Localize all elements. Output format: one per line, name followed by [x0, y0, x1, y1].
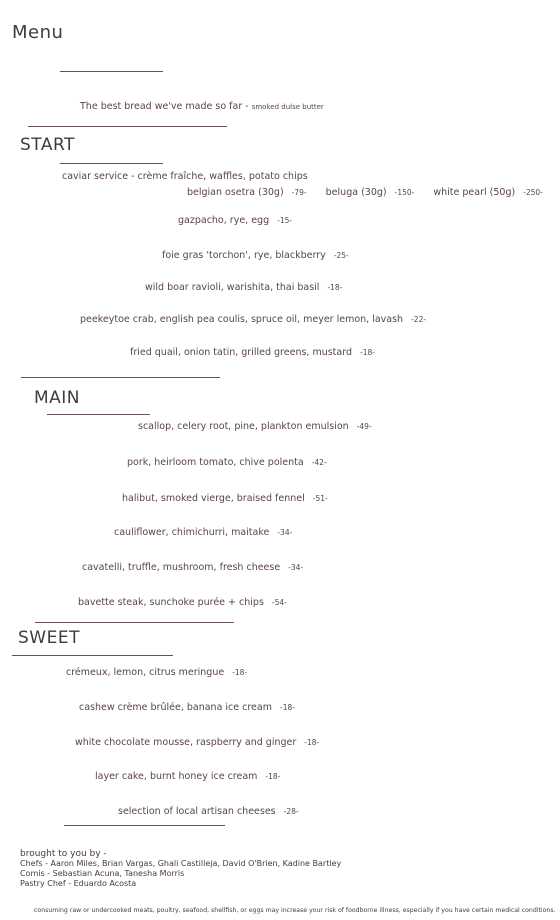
- menu-item: cashew crème brûlée, banana ice cream -18-: [79, 702, 295, 713]
- menu-item: foie gras 'torchon', rye, blackberry -25-: [162, 250, 349, 261]
- menu-item: wild boar ravioli, warishita, thai basil -18-: [145, 282, 343, 293]
- divider: [28, 126, 227, 127]
- menu-item: white chocolate mousse, raspberry and ginger -18-: [75, 737, 320, 748]
- divider: [35, 622, 234, 623]
- caviar-option: belgian osetra (30g) -79-: [187, 187, 307, 198]
- credits-chefs: Chefs - Aaron Miles, Brian Vargas, Ghali Castilleja, David O'Brien, Kadine Bartley: [20, 859, 342, 868]
- divider: [47, 414, 150, 415]
- menu-item: crémeux, lemon, citrus meringue -18-: [66, 667, 248, 678]
- credits: [20, 849, 341, 889]
- divider: [12, 655, 173, 656]
- menu-item: cauliflower, chimichurri, maitake -34-: [114, 527, 293, 538]
- page-title: Menu: [12, 22, 64, 43]
- bread-text: The best bread we've made so far -: [80, 101, 249, 112]
- section-sweet-heading: SWEET: [18, 628, 80, 648]
- bread-detail: smoked dulse butter: [251, 103, 324, 111]
- menu-item: pork, heirloom tomato, chive polenta -42-: [127, 457, 327, 468]
- credits-heading: brought to you by -: [20, 849, 107, 859]
- caviar-option: white pearl (50g) -250-: [433, 187, 543, 198]
- menu-item: halibut, smoked vierge, braised fennel -51-: [122, 493, 328, 504]
- menu-item: gazpacho, rye, egg -15-: [178, 215, 293, 226]
- menu-item: fried quail, onion tatin, grilled greens, mustard -18-: [130, 347, 375, 358]
- divider: [60, 163, 163, 164]
- menu-item: cavatelli, truffle, mushroom, fresh cheese -34-: [82, 562, 304, 573]
- divider: [21, 377, 220, 378]
- divider: [60, 71, 163, 72]
- menu-item: layer cake, burnt honey ice cream -18-: [95, 771, 281, 782]
- credits-pastry: Pastry Chef - Eduardo Acosta: [20, 879, 137, 888]
- divider: [64, 825, 225, 826]
- caviar-options: [187, 187, 543, 198]
- menu-item: scallop, celery root, pine, plankton emulsion -49-: [138, 421, 372, 432]
- menu-item: selection of local artisan cheeses -28-: [118, 806, 299, 817]
- bread-line: [80, 101, 324, 112]
- caviar-option: beluga (30g) -150-: [325, 187, 415, 198]
- section-start-heading: START: [20, 135, 75, 155]
- caviar-service: caviar service - crème fraîche, waffles, potato chips: [62, 171, 308, 182]
- menu-item: bavette steak, sunchoke purée + chips -54-: [78, 597, 287, 608]
- section-main-heading: MAIN: [34, 388, 81, 408]
- credits-comis: Comis - Sebastian Acuna, Tanesha Morris: [20, 869, 185, 878]
- disclaimer: consuming raw or undercooked meats, poultry, seafood, shellfish, or eggs may increase your risk of foodborne illness, especially if you have certain medical conditions.: [34, 907, 556, 914]
- menu-item: peekeytoe crab, english pea coulis, spruce oil, meyer lemon, lavash -22-: [80, 314, 427, 325]
